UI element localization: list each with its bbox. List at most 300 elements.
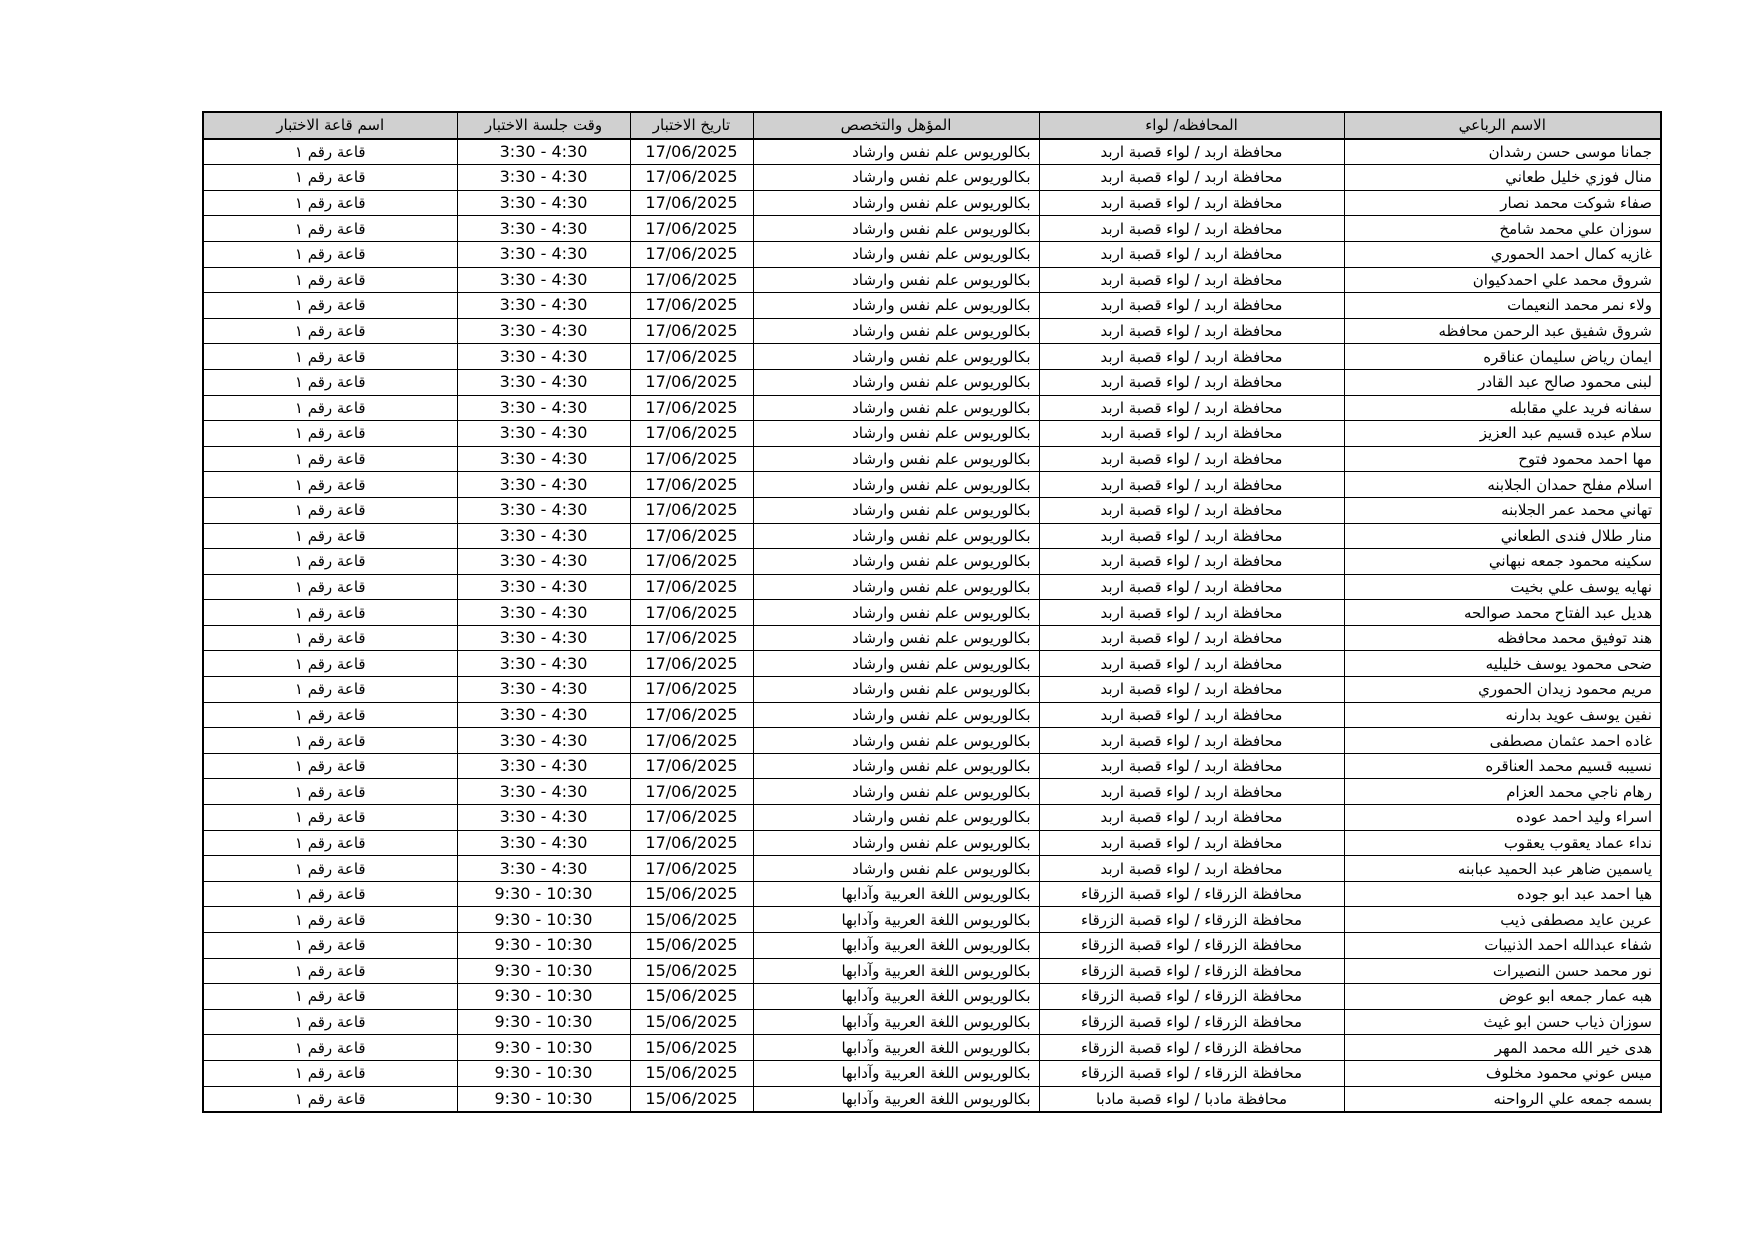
header-room: اسم قاعة الاختبار [203, 112, 457, 139]
name-text: صفاء شوكت محمد نصار [1500, 194, 1652, 213]
qualification-text: بكالوريوس اللغة العربية وآدابها [841, 1013, 1031, 1032]
cell-exam-date [630, 1035, 753, 1061]
cell-room [203, 344, 457, 370]
room-text: قاعة رقم ١ [294, 833, 366, 852]
name-text: نهايه يوسف علي بخيت [1510, 577, 1652, 596]
cell-room [203, 241, 457, 267]
qualification-text: بكالوريوس اللغة العربية وآدابها [841, 987, 1031, 1006]
table-row [203, 728, 1661, 754]
governorate-text: محافظة اربد / لواء قصبة اربد [1100, 194, 1283, 213]
cell-session-time [457, 574, 630, 600]
cell-room [203, 779, 457, 805]
room-text: قاعة رقم ١ [294, 398, 366, 417]
cell-session-time [457, 139, 630, 165]
cell-exam-date [630, 421, 753, 447]
exam-date-text: 15/06/2025 [645, 986, 738, 1006]
qualification-text: بكالوريوس علم نفس وارشاد [852, 808, 1031, 827]
session-time-text: 3:30 - 4:30 [499, 500, 588, 520]
room-text: قاعة رقم ١ [294, 322, 366, 341]
governorate-text: محافظة اربد / لواء قصبة اربد [1100, 782, 1283, 801]
governorate-text: محافظة اربد / لواء قصبة اربد [1100, 245, 1283, 264]
table-row [203, 984, 1661, 1010]
room-text: قاعة رقم ١ [294, 987, 366, 1006]
cell-session-time [457, 523, 630, 549]
qualification-text: بكالوريوس علم نفس وارشاد [852, 424, 1031, 443]
cell-exam-date [630, 267, 753, 293]
cell-session-time [457, 497, 630, 523]
cell-room [203, 1009, 457, 1035]
qualification-text: بكالوريوس علم نفس وارشاد [852, 322, 1031, 341]
governorate-text: محافظة اربد / لواء قصبة اربد [1100, 680, 1283, 699]
governorate-text: محافظة اربد / لواء قصبة اربد [1100, 526, 1283, 545]
qualification-text: بكالوريوس اللغة العربية وآدابها [841, 910, 1031, 929]
name-text: سكينه محمود جمعه نبهاني [1488, 552, 1652, 571]
cell-name [1344, 369, 1661, 395]
cell-session-time [457, 241, 630, 267]
cell-room [203, 395, 457, 421]
cell-exam-date [630, 958, 753, 984]
session-time-text: 3:30 - 4:30 [499, 781, 588, 801]
session-time-text: 9:30 - 10:30 [494, 1012, 593, 1032]
cell-exam-date [630, 753, 753, 779]
cell-session-time [457, 421, 630, 447]
cell-session-time [457, 446, 630, 472]
name-text: منال فوزي خليل طعاني [1505, 168, 1652, 187]
cell-room [203, 523, 457, 549]
cell-name [1344, 293, 1661, 319]
cell-qualification [753, 574, 1039, 600]
qualification-text: بكالوريوس اللغة العربية وآدابها [841, 885, 1031, 904]
cell-session-time [457, 753, 630, 779]
table-row [203, 549, 1661, 575]
session-time-text: 3:30 - 4:30 [499, 653, 588, 673]
cell-session-time [457, 344, 630, 370]
exam-date-text: 17/06/2025 [645, 218, 738, 238]
cell-governorate [1039, 984, 1344, 1010]
cell-name [1344, 216, 1661, 242]
cell-room [203, 984, 457, 1010]
cell-room [203, 1086, 457, 1112]
qualification-text: بكالوريوس اللغة العربية وآدابها [841, 1089, 1031, 1108]
exam-date-text: 15/06/2025 [645, 1063, 738, 1083]
cell-name [1344, 600, 1661, 626]
session-time-text: 9:30 - 10:30 [494, 1088, 593, 1108]
room-text: قاعة رقم ١ [294, 629, 366, 648]
cell-qualification [753, 805, 1039, 831]
exam-date-text: 15/06/2025 [645, 1037, 738, 1057]
table-row [203, 267, 1661, 293]
room-text: قاعة رقم ١ [294, 1038, 366, 1057]
cell-name [1344, 805, 1661, 831]
cell-governorate [1039, 1060, 1344, 1086]
exam-date-text: 17/06/2025 [645, 372, 738, 392]
cell-qualification [753, 216, 1039, 242]
qualification-text: بكالوريوس علم نفس وارشاد [852, 194, 1031, 213]
cell-room [203, 1035, 457, 1061]
cell-qualification [753, 241, 1039, 267]
room-text: قاعة رقم ١ [294, 808, 366, 827]
room-text: قاعة رقم ١ [294, 270, 366, 289]
exam-date-text: 17/06/2025 [645, 193, 738, 213]
governorate-text: محافظة اربد / لواء قصبة اربد [1100, 577, 1283, 596]
exam-date-text: 15/06/2025 [645, 884, 738, 904]
session-time-text: 3:30 - 4:30 [499, 346, 588, 366]
qualification-text: بكالوريوس علم نفس وارشاد [852, 347, 1031, 366]
session-time-text: 3:30 - 4:30 [499, 832, 588, 852]
cell-qualification [753, 1086, 1039, 1112]
cell-session-time [457, 728, 630, 754]
room-text: قاعة رقم ١ [294, 552, 366, 571]
cell-qualification [753, 497, 1039, 523]
cell-exam-date [630, 523, 753, 549]
cell-session-time [457, 984, 630, 1010]
exam-date-text: 17/06/2025 [645, 269, 738, 289]
qualification-text: بكالوريوس اللغة العربية وآدابها [841, 1064, 1031, 1083]
name-text: نداء عماد يعقوب يعقوب [1503, 833, 1652, 852]
cell-session-time [457, 702, 630, 728]
table-row [203, 702, 1661, 728]
cell-name [1344, 779, 1661, 805]
cell-exam-date [630, 574, 753, 600]
cell-governorate [1039, 395, 1344, 421]
governorate-text: محافظة اربد / لواء قصبة اربد [1100, 808, 1283, 827]
qualification-text: بكالوريوس علم نفس وارشاد [852, 680, 1031, 699]
cell-name [1344, 446, 1661, 472]
session-time-text: 9:30 - 10:30 [494, 1063, 593, 1083]
table-row [203, 369, 1661, 395]
cell-governorate [1039, 779, 1344, 805]
cell-session-time [457, 369, 630, 395]
cell-governorate [1039, 293, 1344, 319]
name-text: مها احمد محمود فتوح [1518, 450, 1652, 469]
cell-governorate [1039, 1009, 1344, 1035]
cell-name [1344, 523, 1661, 549]
qualification-text: بكالوريوس علم نفس وارشاد [852, 552, 1031, 571]
exam-date-text: 17/06/2025 [645, 628, 738, 648]
cell-exam-date [630, 446, 753, 472]
cell-exam-date [630, 600, 753, 626]
session-time-text: 3:30 - 4:30 [499, 730, 588, 750]
session-time-text: 3:30 - 4:30 [499, 756, 588, 776]
cell-governorate [1039, 472, 1344, 498]
cell-qualification [753, 267, 1039, 293]
session-time-text: 9:30 - 10:30 [494, 1037, 593, 1057]
session-time-text: 3:30 - 4:30 [499, 141, 588, 161]
cell-room [203, 139, 457, 165]
cell-session-time [457, 293, 630, 319]
table-row [203, 318, 1661, 344]
governorate-text: محافظة اربد / لواء قصبة اربد [1100, 142, 1283, 161]
qualification-text: بكالوريوس علم نفس وارشاد [852, 450, 1031, 469]
cell-name [1344, 574, 1661, 600]
room-text: قاعة رقم ١ [294, 450, 366, 469]
governorate-text: محافظة اربد / لواء قصبة اربد [1100, 347, 1283, 366]
room-text: قاعة رقم ١ [294, 910, 366, 929]
room-text: قاعة رقم ١ [294, 782, 366, 801]
table-row [203, 805, 1661, 831]
table-row [203, 651, 1661, 677]
cell-room [203, 958, 457, 984]
governorate-text: محافظة اربد / لواء قصبة اربد [1100, 603, 1283, 622]
cell-room [203, 1060, 457, 1086]
cell-name [1344, 753, 1661, 779]
name-text: لبنى محمود صالح عبد القادر [1478, 373, 1652, 392]
qualification-text: بكالوريوس علم نفس وارشاد [852, 654, 1031, 673]
cell-room [203, 677, 457, 703]
exam-schedule-table [202, 111, 1662, 1113]
session-time-text: 3:30 - 4:30 [499, 679, 588, 699]
cell-exam-date [630, 830, 753, 856]
governorate-text: محافظة اربد / لواء قصبة اربد [1100, 654, 1283, 673]
cell-room [203, 549, 457, 575]
session-time-text: 9:30 - 10:30 [494, 884, 593, 904]
cell-room [203, 907, 457, 933]
governorate-text: محافظة مادبا / لواء قصبة مادبا [1095, 1089, 1288, 1108]
governorate-text: محافظة اربد / لواء قصبة اربد [1100, 398, 1283, 417]
cell-name [1344, 318, 1661, 344]
cell-room [203, 728, 457, 754]
governorate-text: محافظة اربد / لواء قصبة اربد [1100, 705, 1283, 724]
cell-session-time [457, 881, 630, 907]
room-text: قاعة رقم ١ [294, 219, 366, 238]
session-time-text: 3:30 - 4:30 [499, 167, 588, 187]
room-text: قاعة رقم ١ [294, 142, 366, 161]
cell-name [1344, 267, 1661, 293]
cell-qualification [753, 702, 1039, 728]
exam-date-text: 17/06/2025 [645, 704, 738, 724]
cell-governorate [1039, 830, 1344, 856]
room-text: قاعة رقم ١ [294, 373, 366, 392]
cell-exam-date [630, 856, 753, 882]
cell-room [203, 702, 457, 728]
cell-name [1344, 497, 1661, 523]
cell-name [1344, 1035, 1661, 1061]
cell-room [203, 369, 457, 395]
header-qualification: المؤهل والتخصص [753, 112, 1039, 139]
cell-governorate [1039, 958, 1344, 984]
name-text: عرين عايد مصطفى ذيب [1500, 910, 1652, 929]
session-time-text: 3:30 - 4:30 [499, 628, 588, 648]
cell-name [1344, 881, 1661, 907]
session-time-text: 9:30 - 10:30 [494, 935, 593, 955]
cell-exam-date [630, 216, 753, 242]
table-body [203, 139, 1661, 1113]
exam-date-text: 17/06/2025 [645, 525, 738, 545]
cell-exam-date [630, 1009, 753, 1035]
session-time-text: 9:30 - 10:30 [494, 960, 593, 980]
cell-name [1344, 165, 1661, 191]
cell-name [1344, 856, 1661, 882]
cell-exam-date [630, 779, 753, 805]
cell-room [203, 318, 457, 344]
exam-date-text: 17/06/2025 [645, 167, 738, 187]
qualification-text: بكالوريوس علم نفس وارشاد [852, 577, 1031, 596]
cell-governorate [1039, 856, 1344, 882]
exam-date-text: 17/06/2025 [645, 858, 738, 878]
cell-governorate [1039, 139, 1344, 165]
cell-session-time [457, 190, 630, 216]
cell-qualification [753, 753, 1039, 779]
table-row [203, 677, 1661, 703]
cell-session-time [457, 1035, 630, 1061]
cell-governorate [1039, 907, 1344, 933]
governorate-text: محافظة اربد / لواء قصبة اربد [1100, 731, 1283, 750]
exam-date-text: 17/06/2025 [645, 730, 738, 750]
room-text: قاعة رقم ١ [294, 577, 366, 596]
cell-governorate [1039, 549, 1344, 575]
cell-qualification [753, 779, 1039, 805]
name-text: هند توفيق محمد محافظه [1497, 629, 1652, 648]
exam-date-text: 17/06/2025 [645, 423, 738, 443]
cell-governorate [1039, 216, 1344, 242]
name-text: سفانه فريد علي مقابله [1509, 398, 1652, 417]
name-text: ياسمين ضاهر عبد الحميد عبابنه [1457, 859, 1652, 878]
cell-qualification [753, 933, 1039, 959]
qualification-text: بكالوريوس علم نفس وارشاد [852, 705, 1031, 724]
cell-governorate [1039, 421, 1344, 447]
table-row [203, 779, 1661, 805]
session-time-text: 3:30 - 4:30 [499, 269, 588, 289]
session-time-text: 3:30 - 4:30 [499, 423, 588, 443]
exam-date-text: 17/06/2025 [645, 500, 738, 520]
session-time-text: 3:30 - 4:30 [499, 576, 588, 596]
governorate-text: محافظة الزرقاء / لواء قصبة الزرقاء [1080, 936, 1303, 955]
name-text: غاده احمد عثمان مصطفى [1489, 731, 1652, 750]
qualification-text: بكالوريوس علم نفس وارشاد [852, 501, 1031, 520]
exam-date-text: 17/06/2025 [645, 653, 738, 673]
cell-session-time [457, 958, 630, 984]
table-row [203, 497, 1661, 523]
cell-name [1344, 933, 1661, 959]
cell-qualification [753, 1060, 1039, 1086]
cell-governorate [1039, 369, 1344, 395]
cell-qualification [753, 728, 1039, 754]
exam-date-text: 17/06/2025 [645, 449, 738, 469]
cell-room [203, 933, 457, 959]
name-text: نسيبه قسيم محمد العناقره [1485, 757, 1652, 776]
cell-exam-date [630, 395, 753, 421]
cell-room [203, 574, 457, 600]
qualification-text: بكالوريوس اللغة العربية وآدابها [841, 1038, 1031, 1057]
name-text: تهاني محمد عمر الجلابنه [1501, 501, 1652, 520]
session-time-text: 3:30 - 4:30 [499, 321, 588, 341]
cell-exam-date [630, 1060, 753, 1086]
cell-room [203, 881, 457, 907]
cell-qualification [753, 421, 1039, 447]
cell-governorate [1039, 933, 1344, 959]
cell-exam-date [630, 318, 753, 344]
cell-qualification [753, 139, 1039, 165]
governorate-text: محافظة اربد / لواء قصبة اربد [1100, 450, 1283, 469]
governorate-text: محافظة اربد / لواء قصبة اربد [1100, 757, 1283, 776]
qualification-text: بكالوريوس علم نفس وارشاد [852, 782, 1031, 801]
cell-name [1344, 241, 1661, 267]
room-text: قاعة رقم ١ [294, 526, 366, 545]
governorate-text: محافظة اربد / لواء قصبة اربد [1100, 296, 1283, 315]
name-text: منار طلال فندى الطعاني [1500, 526, 1652, 545]
cell-exam-date [630, 984, 753, 1010]
cell-name [1344, 421, 1661, 447]
session-time-text: 3:30 - 4:30 [499, 474, 588, 494]
name-text: ضحى محمود يوسف خليليه [1485, 654, 1652, 673]
cell-session-time [457, 933, 630, 959]
table-row [203, 395, 1661, 421]
cell-room [203, 600, 457, 626]
cell-exam-date [630, 190, 753, 216]
cell-name [1344, 472, 1661, 498]
governorate-text: محافظة الزرقاء / لواء قصبة الزرقاء [1080, 961, 1303, 980]
governorate-text: محافظة الزرقاء / لواء قصبة الزرقاء [1080, 1064, 1303, 1083]
cell-room [203, 830, 457, 856]
cell-qualification [753, 651, 1039, 677]
cell-name [1344, 907, 1661, 933]
cell-exam-date [630, 625, 753, 651]
name-text: هدى خير الله محمد المهر [1494, 1038, 1652, 1057]
qualification-text: بكالوريوس علم نفس وارشاد [852, 398, 1031, 417]
room-text: قاعة رقم ١ [294, 885, 366, 904]
cell-exam-date [630, 702, 753, 728]
exam-date-text: 17/06/2025 [645, 781, 738, 801]
cell-qualification [753, 369, 1039, 395]
cell-exam-date [630, 472, 753, 498]
table-row [203, 165, 1661, 191]
governorate-text: محافظة اربد / لواء قصبة اربد [1100, 270, 1283, 289]
room-text: قاعة رقم ١ [294, 424, 366, 443]
name-text: ولاء نمر محمد النعيمات [1507, 296, 1652, 315]
cell-session-time [457, 549, 630, 575]
qualification-text: بكالوريوس علم نفس وارشاد [852, 859, 1031, 878]
cell-session-time [457, 856, 630, 882]
room-text: قاعة رقم ١ [294, 680, 366, 699]
cell-name [1344, 677, 1661, 703]
cell-session-time [457, 472, 630, 498]
cell-qualification [753, 472, 1039, 498]
session-time-text: 3:30 - 4:30 [499, 858, 588, 878]
table-row [203, 625, 1661, 651]
cell-exam-date [630, 497, 753, 523]
cell-governorate [1039, 625, 1344, 651]
cell-qualification [753, 856, 1039, 882]
cell-exam-date [630, 344, 753, 370]
cell-name [1344, 830, 1661, 856]
cell-session-time [457, 318, 630, 344]
governorate-text: محافظة اربد / لواء قصبة اربد [1100, 168, 1283, 187]
cell-governorate [1039, 702, 1344, 728]
name-text: شروق محمد علي احمدكيوان [1472, 270, 1652, 289]
cell-session-time [457, 625, 630, 651]
room-text: قاعة رقم ١ [294, 168, 366, 187]
name-text: اسراء وليد احمد عوده [1516, 808, 1652, 827]
session-time-text: 3:30 - 4:30 [499, 551, 588, 571]
room-text: قاعة رقم ١ [294, 245, 366, 264]
cell-qualification [753, 190, 1039, 216]
table-row [203, 139, 1661, 165]
exam-date-text: 17/06/2025 [645, 756, 738, 776]
table-row [203, 574, 1661, 600]
table-row [203, 933, 1661, 959]
cell-governorate [1039, 165, 1344, 191]
table-row [203, 907, 1661, 933]
cell-session-time [457, 907, 630, 933]
name-text: سلام عبده قسيم عبد العزيز [1479, 424, 1652, 443]
cell-governorate [1039, 677, 1344, 703]
exam-date-text: 17/06/2025 [645, 679, 738, 699]
cell-name [1344, 139, 1661, 165]
exam-date-text: 17/06/2025 [645, 295, 738, 315]
governorate-text: محافظة الزرقاء / لواء قصبة الزرقاء [1080, 910, 1303, 929]
cell-qualification [753, 395, 1039, 421]
exam-date-text: 17/06/2025 [645, 551, 738, 571]
